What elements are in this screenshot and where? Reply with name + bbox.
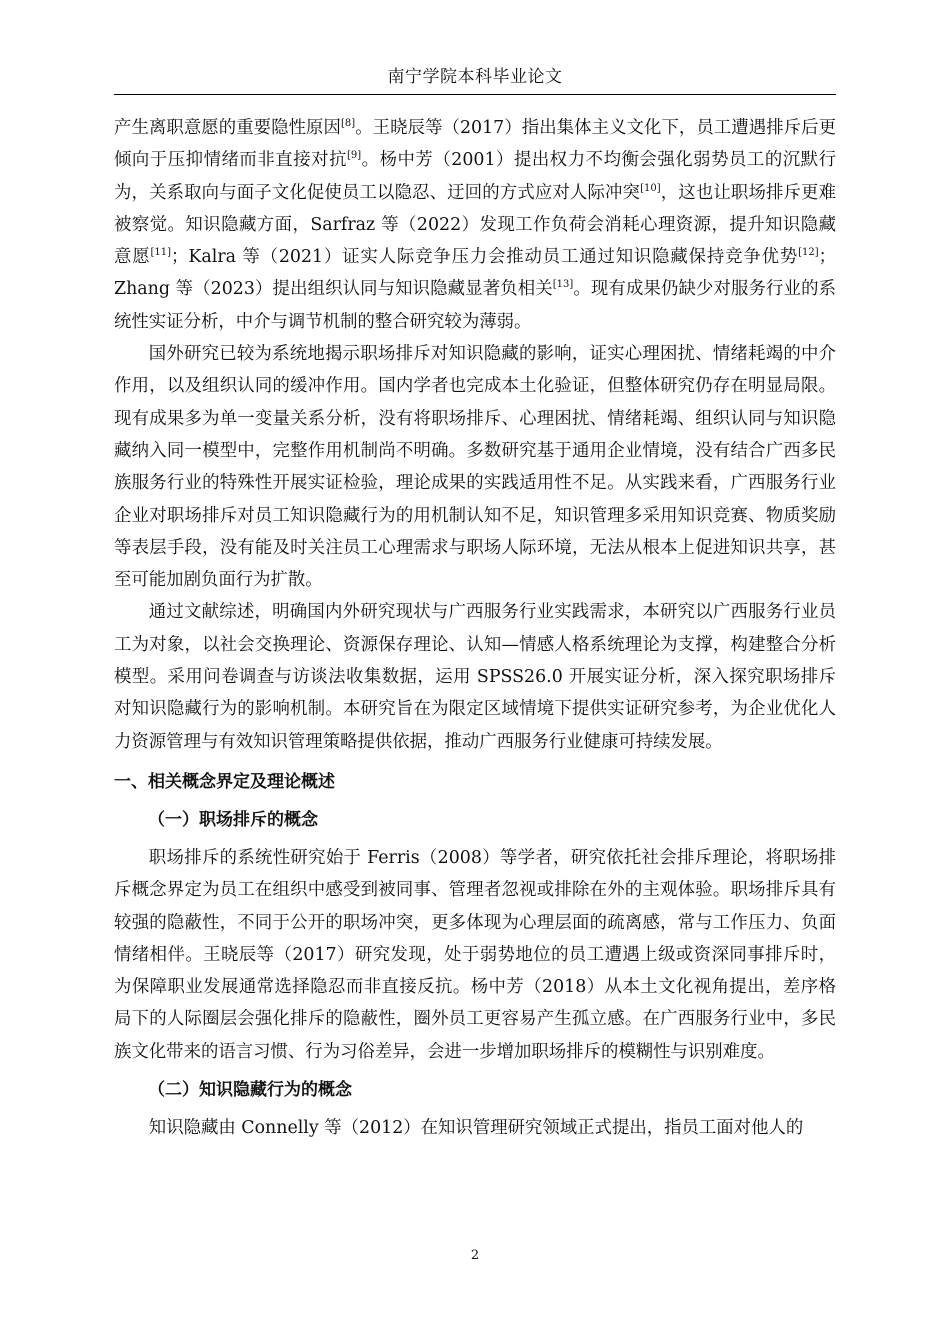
citation-ref: [10] [640,182,661,194]
paragraph-research-design: 通过文献综述，明确国内外研究现状与广西服务行业实践需求，本研究以广西服务行业员工为对象，以社会交换理论、资源保存理论、认知—情感人格系统理论为支撑，构建整合分析模型。采用问卷调查与访谈法收集数据，运用 SPSS26.0 开展实证分析，深入探究职场排斥对知识隐藏行为的影响机制。本研究旨在为限定区域情境下提供实证研究参考，为企业优化人力资源管理与有效知识管理策略提供依据，推动广西服务行业健康可持续发展。 [114,602,836,752]
paragraph-workplace-ostracism: 职场排斥的系统性研究始于 Ferris（2008）等学者，研究依托社会排斥理论，将职场排斥概念界定为员工在组织中感受到被同事、管理者忽视或排除在外的主观体验。职场排斥具有较强的隐蔽性，不同于公开的职场冲突，更多体现为心理层面的疏离感，常与工作压力、负面情绪相伴。王晓辰等（2017）研究发现，处于弱势地位的员工遭遇上级或资深同事排斥时，为保障职业发展通常选择隐忍而非直接反抗。杨中芳（2018）从本土文化视角提出，差序格局下的人际圈层会强化排斥的隐蔽性，圈外员工更容易产生孤立感。在广西服务行业中，多民族文化带来的语言习惯、行为习俗差异，会进一步增加职场排斥的模糊性与识别难度。 [114,847,836,1062]
citation-ref: [13] [552,279,574,291]
text-run: 。王晓辰等（2017）指出集体主义文化下，员工遭遇排斥后更倾向于压抑情绪而非直接对抗 [114,118,836,171]
paragraph-research-gap: 国外研究已较为系统地揭示职场排斥对知识隐藏的影响，证实心理困扰、情绪耗竭的中介作用，以及组织认同的缓冲作用。国内学者也完成本土化验证，但整体研究仍存在明显局限。现有成果多为单一变量关系分析，没有将职场排斥、心理困扰、情绪耗竭、组织认同与知识隐藏纳入同一模型中，完整作用机制尚不明确。多数研究基于通用企业情境，没有结合广西多民族服务行业的特殊性开展实证检验，理论成果的实践适用性不足。从实践来看，广西服务行业企业对职场排斥对员工知识隐藏行为的用机制认知不足，知识管理多采用知识竞赛、物质奖励等表层手段，没有能及时关注员工心理需求与职场人际环境，无法从根本上促进知识共享，甚至可能加剧负面行为扩散。 [114,344,836,591]
text-run: ；Zhang 等（2023）提出组织认同与知识隐藏显著负相关 [114,247,836,300]
section-heading: 一、相关概念界定及理论概述 [114,771,335,792]
paragraph-knowledge-hiding: 知识隐藏由 Connelly 等（2012）在知识管理研究领域正式提出，指员工面对他人的 [148,1118,804,1139]
page-number: 2 [470,1248,480,1263]
text-run: ；Kalra 等（2021）证实人际竞争压力会推动员工通过知识隐藏保持竞争优势 [171,247,799,268]
running-header: 南宁学院本科毕业论文 [387,67,563,87]
citation-ref: [9] [346,150,362,162]
citation-ref: [12] [798,247,819,259]
subsection-heading-workplace-ostracism: （一）职场排斥的概念 [148,809,318,830]
text-run: 。现有成果仍缺少对服务行业的系统性实证分析，中介与调节机制的整合研究较为薄弱。 [114,279,836,332]
header-rule [114,94,836,95]
citation-ref: [11] [150,247,172,259]
text-run: 。杨中芳（2001）提出权力不均衡会强化弱势员工的沉默行为，关系取向与面子文化促使员工以隐忍、迂回的方式应对人际冲突 [114,150,836,203]
citation-ref: [8] [340,118,356,129]
text-run: ，这也让职场排斥更难被察觉。知识隐藏方面，Sarfraz 等（2022）发现工作负荷会消耗心理资源，提升知识隐藏意愿 [114,182,836,268]
body-text [114,112,836,1144]
subsection-heading-knowledge-hiding: （二）知识隐藏行为的概念 [148,1080,352,1101]
paragraph-continued [114,112,836,338]
text-run: 产生离职意愿的重要隐性原因 [114,118,341,138]
